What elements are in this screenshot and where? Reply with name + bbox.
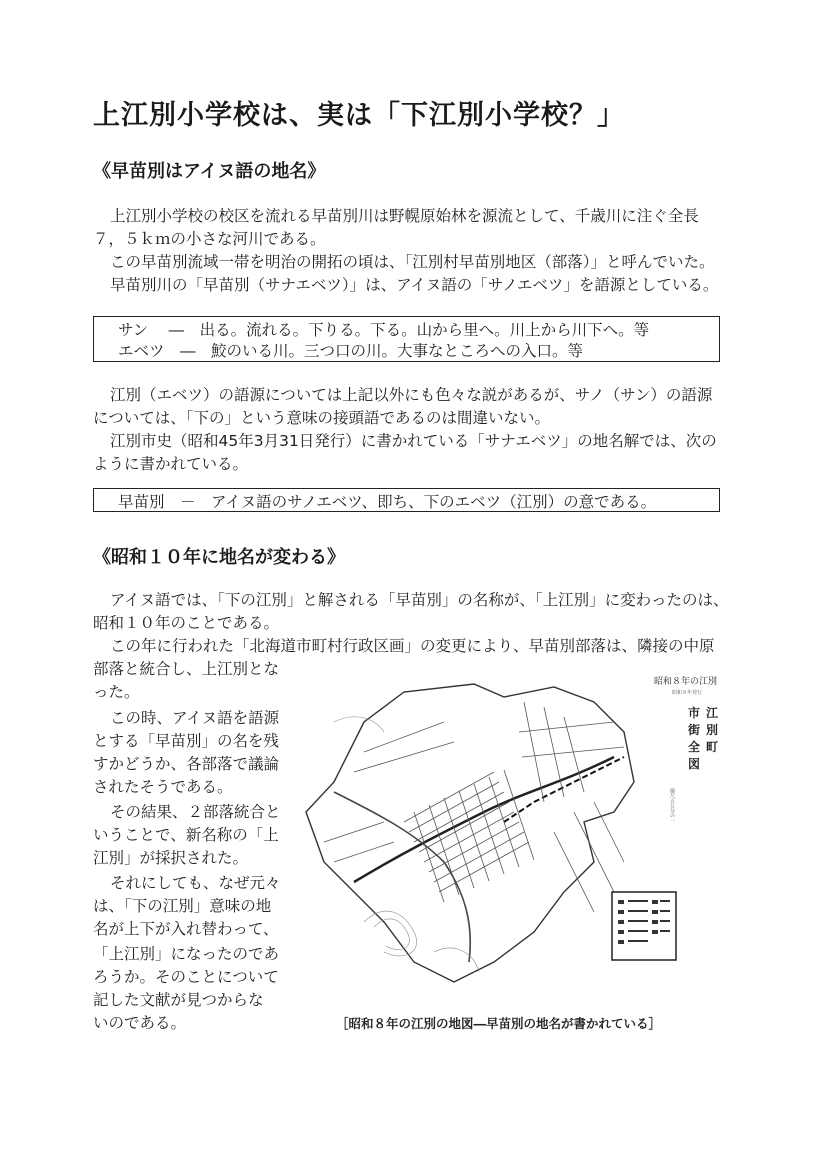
map-corner-label: 昭和８年の江別 — [654, 677, 718, 687]
paragraph-line: 部落と統合し、上江別とな — [93, 660, 280, 678]
map-title-char: 別 — [706, 723, 719, 737]
paragraph-line: ように書かれている。 — [93, 455, 249, 473]
map-title-char: 全 — [688, 740, 701, 754]
etymology-ebetsu: エベツ ― 鮫のいる川。三つ口の川。大事なところへの入口。等 — [118, 342, 584, 360]
city-history-definition: 早苗別 － アイヌ語のサノエベツ、即ち、下のエベツ（江別）の意である。 — [118, 493, 657, 511]
historical-map-showa8-ebetsu — [294, 662, 742, 1010]
paragraph-line: それにしても、なぜ元々 — [110, 874, 281, 892]
paragraph-line: 記した文献が見つからな — [93, 991, 264, 1009]
paragraph-line: されたそうである。 — [93, 778, 233, 796]
paragraph-line: いのである。 — [93, 1014, 187, 1032]
map-title-char: 江 — [706, 706, 719, 720]
page-title: 上江別小学校は、実は「下江別小学校？」 — [93, 100, 625, 131]
paragraph-line: 江別（エベツ）の語源については上記以外にも色々な説があるが、サノ（サン）の語源 — [110, 386, 713, 404]
paragraph-line: この年に行われた「北海道市町村行政区画」の変更により、早苗別部落は、隣接の中原 — [110, 637, 715, 655]
paragraph-line: った。 — [93, 683, 140, 701]
paragraph-line: すかどうか、各部落で議論 — [93, 755, 280, 773]
paragraph-line: 早苗別川の「早苗別（サナエベツ）」は、アイヌ語の「サノエベツ」を語源としている。 — [110, 276, 719, 294]
map-title-char: 町 — [706, 740, 719, 754]
paragraph-line: については、「下の」という意味の接頭語であるのは間違いない。 — [93, 409, 550, 427]
paragraph-line: この時、アイヌ語を語源 — [110, 709, 280, 727]
map-title-char: 街 — [688, 723, 701, 737]
map-caption: ［昭和８年の江別の地図―早苗別の地名が書かれている］ — [336, 1016, 662, 1031]
etymology-box — [93, 316, 720, 362]
paragraph-line: 江別市史（昭和45年3月31日発行）に書かれている「サナエベツ」の地名解では、次の — [110, 432, 717, 450]
paragraph-line: は、「下の江別」意味の地 — [93, 897, 272, 915]
paragraph-line: この早苗別流域一帯を明治の開拓の頃は、「江別村早苗別地区（部落）」と呼んでいた。 — [110, 253, 715, 271]
paragraph-line: いうことで、新名称の「上 — [93, 826, 279, 844]
section-heading-name-change: 《昭和１０年に地名が変わる》 — [93, 547, 345, 568]
paragraph-line: 江別」が採択された。 — [93, 849, 249, 867]
city-history-box — [93, 488, 720, 512]
paragraph-line: 上江別小学校の校区を流れる早苗別川は野幌原始林を源流として、千歳川に注ぐ全長 — [110, 207, 699, 225]
paragraph-line: ろうか。そのことについて — [93, 968, 279, 986]
etymology-san: サン ― 出る。流れる。下りる。下る。山から里へ。川上から川下へ。等 — [118, 321, 650, 339]
map-title-char: 図 — [688, 757, 701, 771]
paragraph-line: ７，５ｋｍの小さな河川である。 — [93, 230, 326, 248]
paragraph-line: その結果、２部落統合と — [110, 803, 281, 821]
map-scale-note: 縮尺五万分の一 — [669, 788, 675, 823]
map-corner-sub: 昭和８年発行 — [672, 690, 703, 696]
section-heading-ainu-place-name: 《早苗別はアイヌ語の地名》 — [93, 161, 326, 182]
paragraph-line: とする「早苗別」の名を残 — [93, 732, 280, 750]
map-drawing — [294, 662, 742, 1010]
paragraph-line: アイヌ語では、「下の江別」と解される「早苗別」の名称が、「上江別」に変わったのは、 — [110, 591, 729, 609]
map-title-char: 市 — [688, 706, 701, 720]
paragraph-line: 「上江別」になったのであ — [93, 945, 280, 963]
paragraph-line: 昭和１０年のことである。 — [93, 614, 280, 632]
paragraph-line: 名が上下が入れ替わって、 — [93, 920, 279, 938]
